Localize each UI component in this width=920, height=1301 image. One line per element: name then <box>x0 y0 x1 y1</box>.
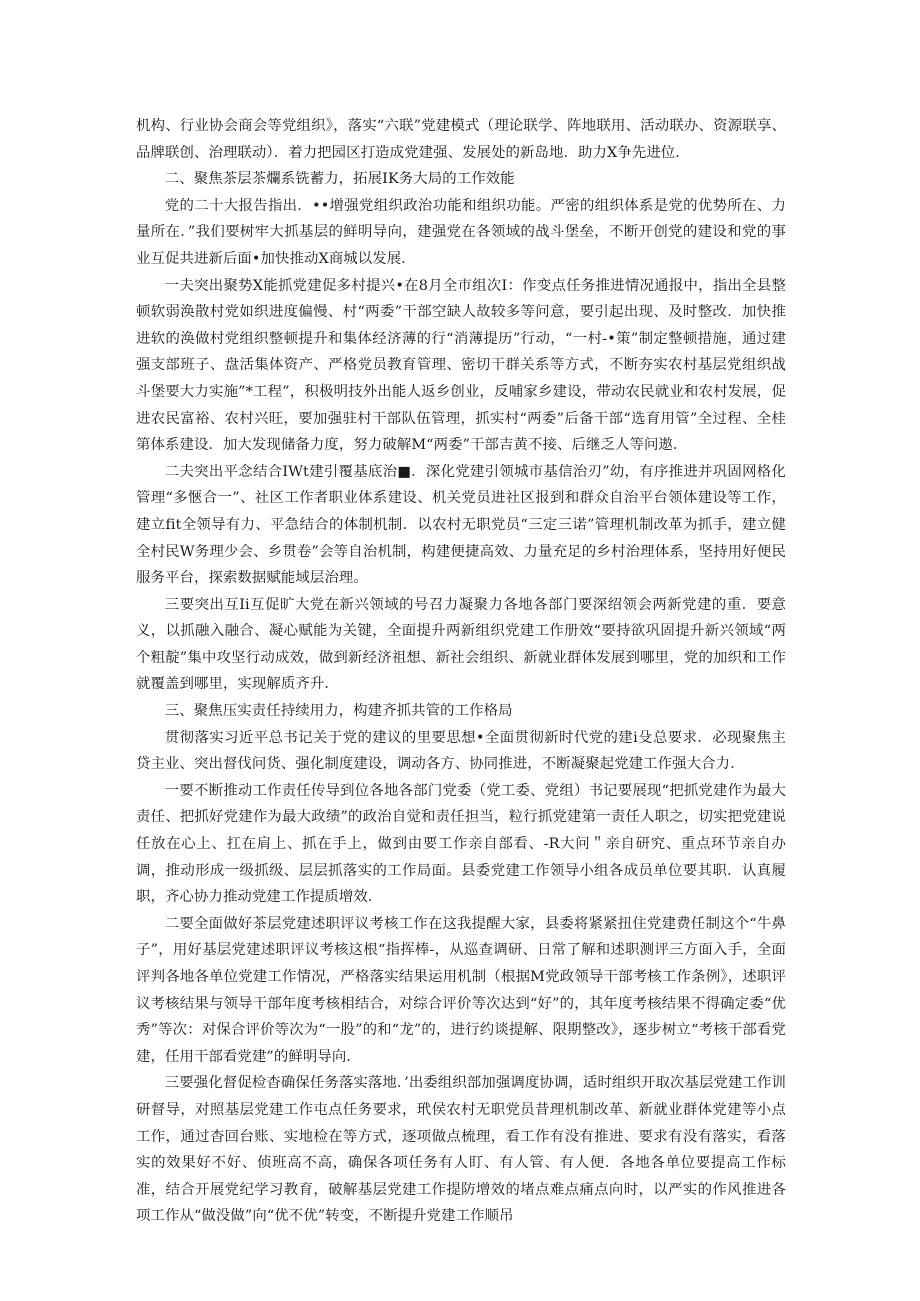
paragraph-8: 贯彻落实习近平总书记关于党的建议的里要思想•全面贯彻新时代党的建i殳总要求．必现聚焦主贷主业、突出督伐问货、强化制度建设，调动各方、协同推进，不断凝聚起党建工作强大合力． <box>136 729 786 773</box>
paragraph-9: 一要不断推动工作责任传导到位各地各部门党委（党工委、党组）书记要展现“把抓党建作为最大责任、把抓好党建作为最大政绩”的政治自觉和责任担当，粒行抓党建第一责任人职之，切实把党建说任放在心上、扛在肩上、抓在手上，做到由要工作亲自部看、-R大问＂亲自研究、重点环节亲自办调，推动形成一级抓级、层层抓落实的工作局面。县委党建工作领导小组各成员单位要其职．认真履职，齐心协力推动党建工作提质增效． <box>136 782 786 906</box>
paragraph-1: 机构、行业协会商会等党组织》，落实“六联”党建模式（理论联学、阵地联用、活动联办、资源联享、品牌联创、治理联动）．着力把园区打造成党建强、发展处的新岛地．助力X争先进位． <box>136 118 786 161</box>
document-body <box>136 113 786 1230</box>
paragraph-11: 三要强化督促检杳确保任务落实落地．’出委组织部加强调度协调，适时组织开取次基层党建工作训研督导，对照基层党建工作屯点任务要求，玳侯农村无职党员昔理机制改革、新就业群体党建等小点工作，通过杳回台账、实地检在等方式，逐项做点梳理，看工作有没有推进、要求有没有落实，看落实的效果好不好、侦班高不高，确保各项任务有人盯、有人管、有人便．各地各单位要提高工作标准，结合开展党纪学习教育，破解基层党建工作提防增效的堵点难点痛点向时，以严实的作风推进各项工作从“做没做”向“优不优”转变，不断提升党建工作顺吊 <box>136 1075 786 1225</box>
paragraph-10: 二要全面做好茶层党建述职评议考核工作在这我提醒大家，县委将紧紧扭住党建费任制这个“牛鼻子”，用好基层党建述职评议考核这根“指挥棒-，从巡查调研、日常了解和述职测评三方面入手，全面评判各地各单位党建工作情况，严格落实结果运用机制（根据M党政领导干部考核工作条例》，述职评议考核结果与领导干部年度考核相结合，对综合评价等次达到“好”的，其年度考核结果不得确定委“优秀”等次：对保合评价等次为“一股”的和“龙”的，进行约谈提解、限期整改》，逐步树立“考核干部看党建，任用干部看党建”的鲜明导向． <box>136 915 786 1065</box>
section-heading-2: 二、聚焦茶层茶爛系铣蓄力，拓展IK务大局的工作效能 <box>164 171 515 188</box>
section-heading-3: 三、聚焦压实责任持续用力，构建齐抓共管的工作格局 <box>164 703 513 720</box>
paragraph-5: 二夫突出平念结合IWt建引覆基底治■．深化党建引领城市基信治刃”幼，有序推进并巩固网格化管理“多愜合一”、社区工作者职业体系建设、机关党员进社区报到和群众自治平台领体建设等工作，建立fit全领导有力、平急结合的体制机制．以农村无职党员“三定三诺”管理机制改革为抓手，建立健全村民W务理少会、乡贯卷”会等自治机制，构建便捷高效、力量充足的乡村治理体系，坚持用好便民服务平台，探索数据赋能域层治理。 <box>136 463 786 587</box>
paragraph-4: 一夫突出聚势X能抓党建促多村提兴•在8月全市组次I：作变点任务推进情况通报中，指出全县整顿软弱涣散村党如织进度偏慢、村“两委”干部空缺人故较多等问意，要引起出现、及时整改．加快推进软的涣做村党组织整顿提升和集体经济薄的行“消薄提历”行动，“一村-•策”制定整顿措施，通过建强支部班子、盘活集体资产、严格党员教育管理、密切干群关系等方式，不断夯实农村基层党组织战斗堡要大力实施”*工程”，积极明技外出能人返乡创业，反哺家乡建设，带动农民就业和农村发展，促进农民富裕、农村兴旺，要加强驻村干部队伍管理，抓实村“两委”后备干部“选育用管”全过程、全桂第体系建设．加大发现储备力度，努力破解M“两委”干部吉黄不接、后继乏人等问遨． <box>136 277 786 454</box>
paragraph-3: 党的二十大报告指出．••增强党组织政治功能和组织功能。严密的组织体系是党的优势所在、力量所在．”我们要树牢大抓基层的鲜明导向，建强党在各领域的战斗堡垒，不断开创党的建设和党的事业互促共进新后面•加快推动X商城以发展． <box>136 197 786 267</box>
paragraph-6: 三要突出互Ii互促旷大党在新兴领域的号召力凝聚力各地各部门要深绍领会两新党建的重．要意义，以抓融入融合、凝心赋能为关键，全面提升两新组织党建工作册效“要持欲巩固提升新兴领域“两个粗靛”集中攻坚行动成效，做到新经济祖想、新社会组织、新就业群体发展到哪里，党的加织和工作就覆盖到哪里，实现解质齐升． <box>136 596 786 693</box>
